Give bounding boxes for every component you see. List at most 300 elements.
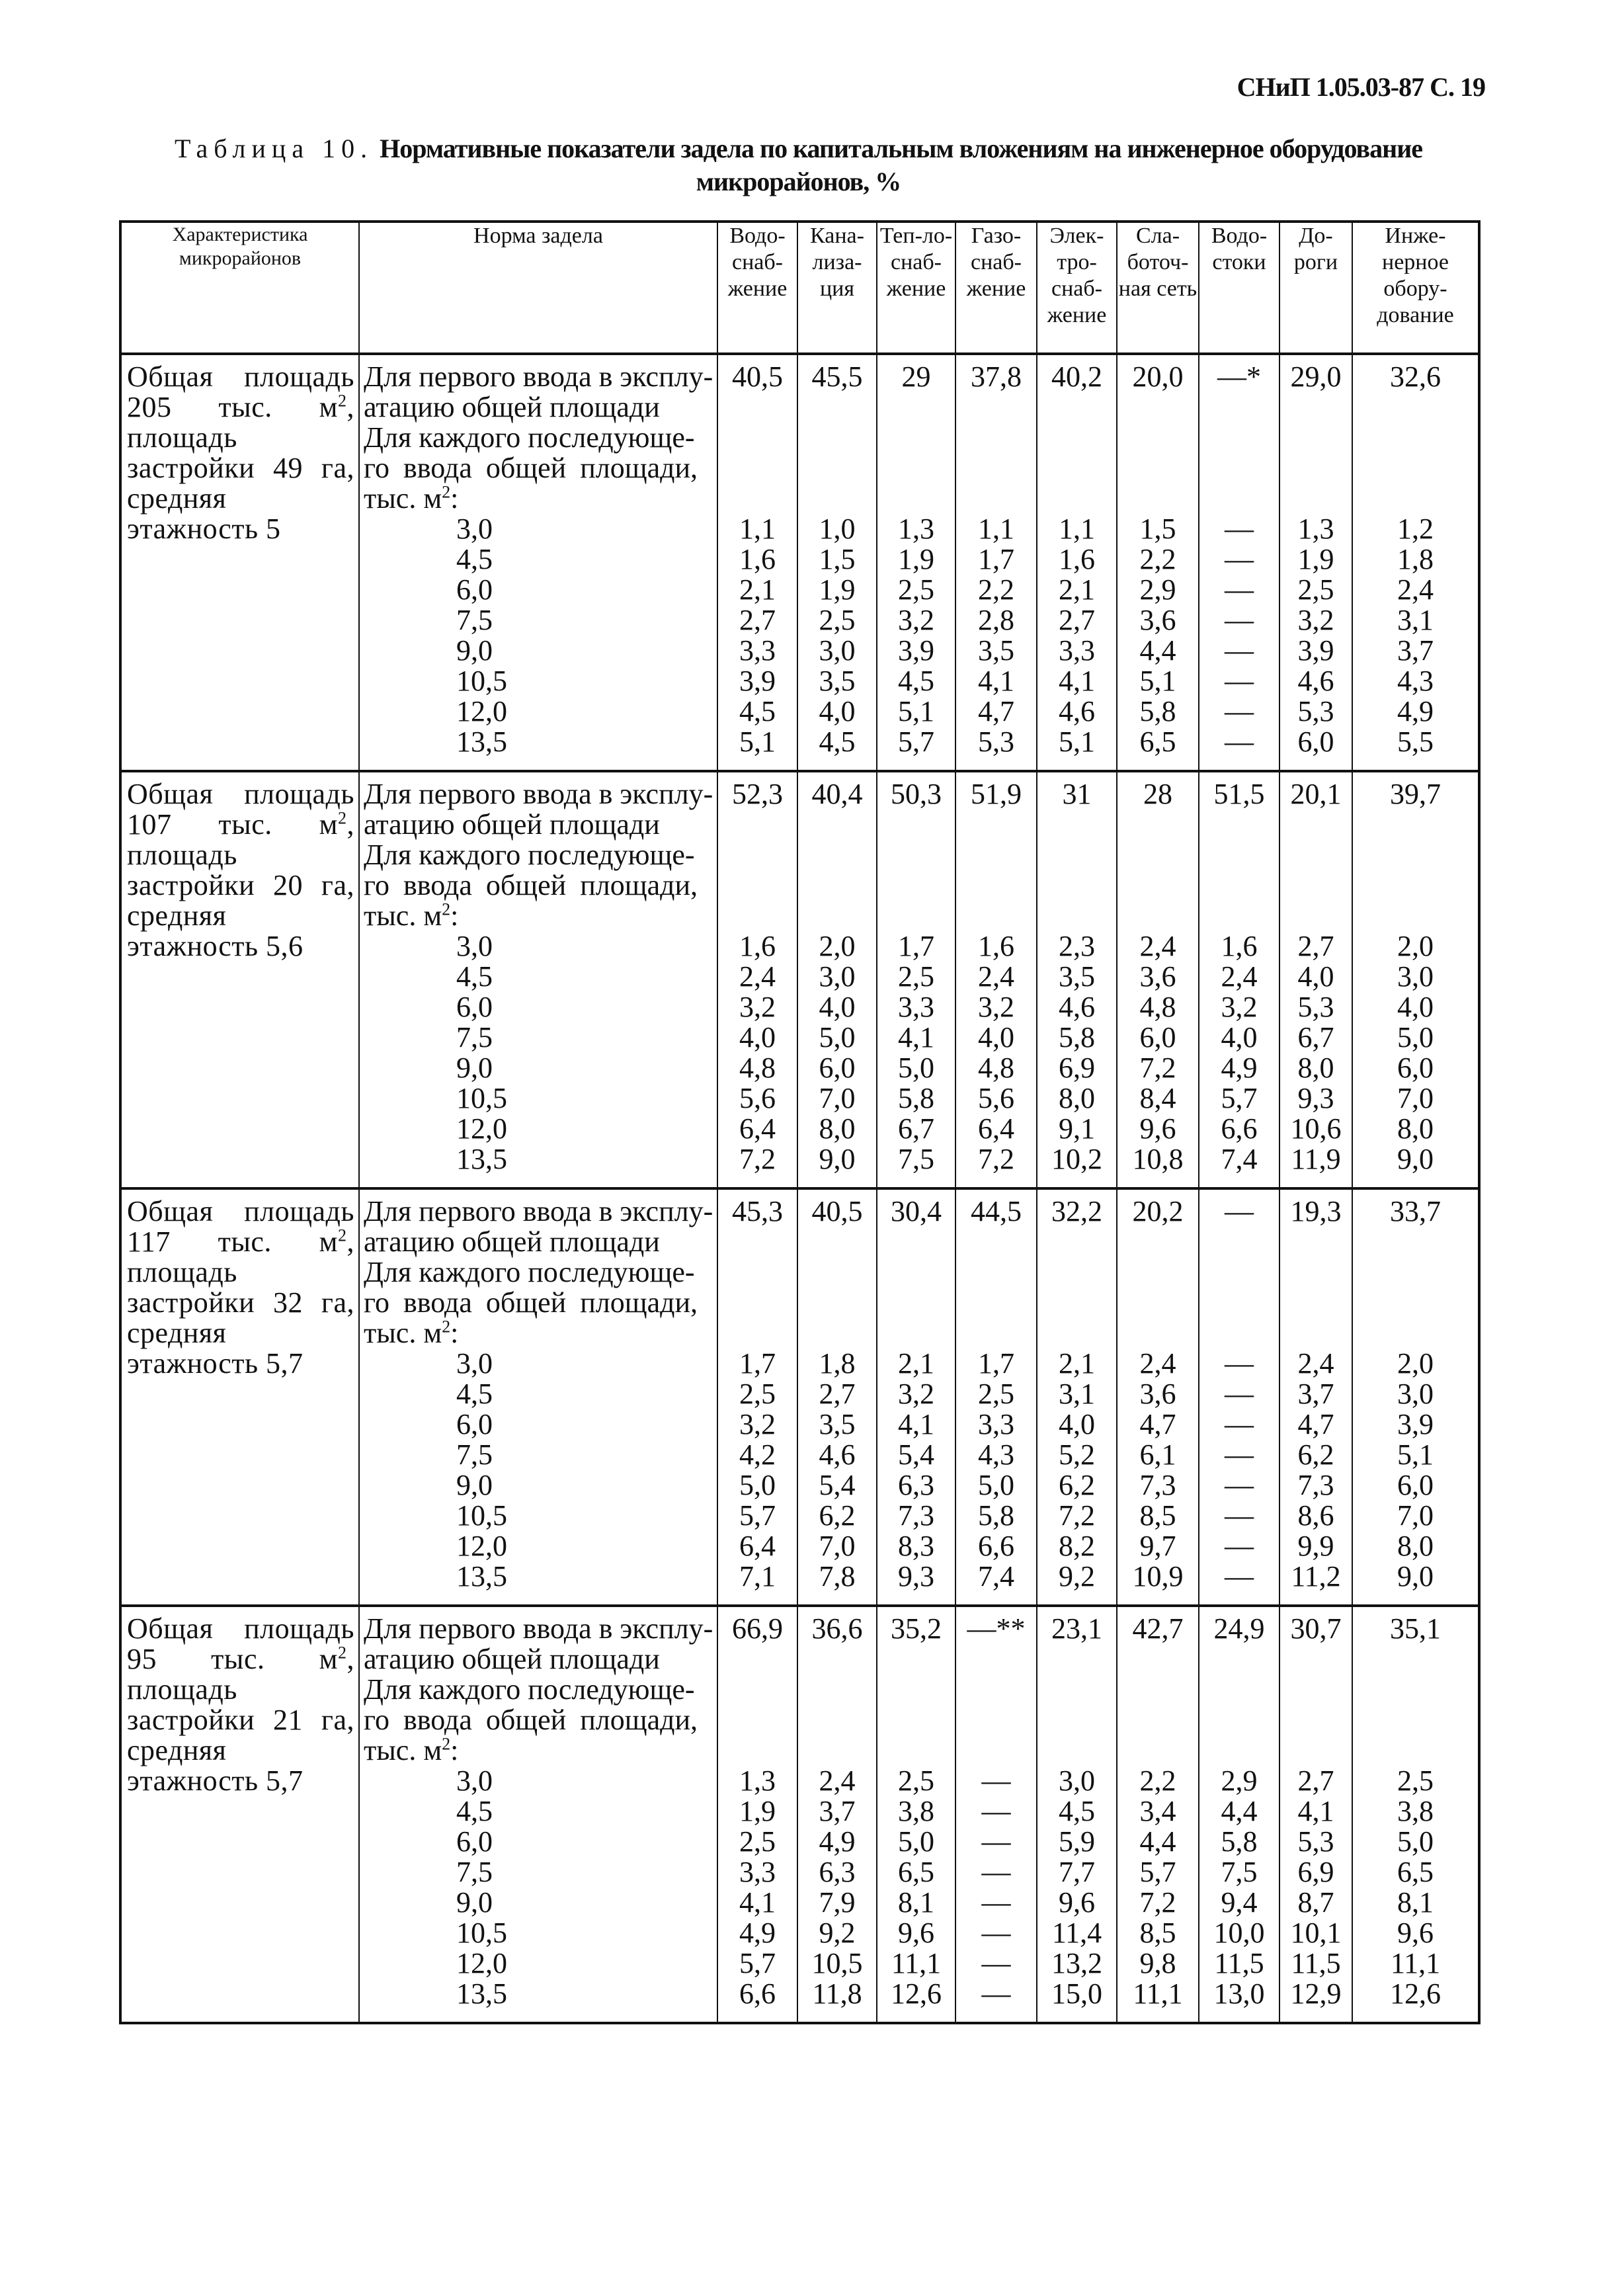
subsequent-value: 4,4 (1221, 1795, 1258, 1827)
subsequent-value: 4,0 (819, 695, 856, 727)
subsequent-value: 2,5 (819, 604, 856, 636)
area-value: 9,0 (456, 634, 493, 667)
subsequent-value: 9,0 (819, 1143, 856, 1175)
first-input-value: 28 (1143, 778, 1172, 810)
subsequent-value: — (981, 1825, 1011, 1858)
first-input-value: 32,6 (1390, 360, 1441, 393)
col-power-supply-cell (1037, 771, 1117, 1188)
subsequent-value: 1,3 (739, 1764, 776, 1797)
subsequent-value: 3,4 (1139, 1795, 1176, 1827)
area-value: 6,0 (456, 1408, 493, 1440)
subsequent-value: 7,4 (1221, 1143, 1258, 1175)
subsequent-value: 6,3 (898, 1469, 934, 1501)
subsequent-value: 4,0 (1221, 1021, 1258, 1054)
subsequent-value: 9,7 (1139, 1530, 1176, 1562)
superscript: 2 (338, 1643, 347, 1663)
area-value: 3,0 (456, 1347, 493, 1380)
subsequent-value: 5,7 (1221, 1082, 1258, 1114)
norm-cell (359, 771, 717, 1188)
area-value: 12,0 (456, 695, 507, 727)
col-engineering-total-cell (1352, 1188, 1479, 1606)
subsequent-value: — (1225, 513, 1254, 545)
first-input-value: 35,1 (1390, 1612, 1441, 1645)
microdistrict-group (120, 1188, 1479, 1606)
subsequent-value: 3,9 (898, 634, 934, 667)
subsequent-value: 8,0 (1059, 1082, 1095, 1114)
subsequent-value: 3,1 (1397, 604, 1434, 636)
subsequent-value: 4,5 (819, 725, 856, 758)
subsequent-value: 4,6 (1059, 991, 1095, 1023)
subsequent-value: 10,9 (1132, 1560, 1184, 1593)
subsequent-value: 2,9 (1221, 1764, 1258, 1797)
subsequent-value: 3,8 (898, 1795, 934, 1827)
col-heat-supply-cell (877, 1606, 955, 2023)
subsequent-value: 4,0 (1397, 991, 1434, 1023)
subsequent-value: 2,1 (1059, 573, 1095, 606)
subsequent-value: 3,3 (978, 1408, 1014, 1440)
subsequent-value: 4,6 (1297, 665, 1334, 697)
subsequent-value: 9,0 (1397, 1560, 1434, 1593)
subsequent-value: 8,0 (1397, 1530, 1434, 1562)
area-value: 6,0 (456, 991, 493, 1023)
norm-first-label: Для первого ввода в эксплу- (364, 1195, 713, 1227)
norm-next-label: тыс. $м^2$: (364, 1734, 459, 1766)
subsequent-value: 7,4 (978, 1560, 1014, 1593)
subsequent-value: 2,7 (739, 604, 776, 636)
subsequent-value: 1,1 (978, 513, 1014, 545)
subsequent-value: 7,3 (1297, 1469, 1334, 1501)
subsequent-value: 13,2 (1051, 1947, 1102, 1979)
subsequent-value: 7,7 (1059, 1856, 1095, 1888)
subsequent-value: 3,7 (1397, 634, 1434, 667)
subsequent-value: 3,7 (819, 1795, 856, 1827)
subsequent-value: 1,6 (978, 930, 1014, 962)
first-input-value: 45,3 (732, 1195, 783, 1227)
subsequent-value: 9,2 (1059, 1560, 1095, 1593)
subsequent-value: 3,5 (978, 634, 1014, 667)
subsequent-value: 1,7 (739, 1347, 776, 1380)
subsequent-value: 1,5 (1139, 513, 1176, 545)
first-input-value: 37,8 (971, 360, 1022, 393)
subsequent-value: 4,1 (1297, 1795, 1334, 1827)
subsequent-value: 3,2 (898, 604, 934, 636)
first-input-value: 45,5 (811, 360, 863, 393)
norm-first-label: атацию общей площади (364, 808, 660, 841)
col-engineering-total-cell (1352, 1606, 1479, 2023)
subsequent-value: 2,1 (898, 1347, 934, 1380)
subsequent-value: 2,5 (1297, 573, 1334, 606)
subsequent-value: 7,0 (819, 1530, 856, 1562)
first-input-value: 24,9 (1213, 1612, 1265, 1645)
col-power-supply-header: Элек-тро-снаб-жение (1037, 222, 1117, 354)
subsequent-value: 2,5 (898, 960, 934, 993)
subsequent-value: 1,0 (819, 513, 856, 545)
subsequent-value: 4,5 (739, 695, 776, 727)
subsequent-value: 3,8 (1397, 1795, 1434, 1827)
characteristic-cell (120, 1188, 359, 1606)
subsequent-value: 1,9 (898, 543, 934, 575)
subsequent-value: 3,2 (978, 991, 1014, 1023)
subsequent-value: 5,7 (1139, 1856, 1176, 1888)
superscript: 2 (338, 808, 347, 828)
subsequent-value: 5,6 (739, 1082, 776, 1114)
table-label: Таблица 10. (175, 134, 374, 163)
subsequent-value: 6,4 (739, 1530, 776, 1562)
first-input-value: 40,5 (811, 1195, 863, 1227)
subsequent-value: 6,5 (1397, 1856, 1434, 1888)
first-input-value: 19,3 (1290, 1195, 1342, 1227)
subsequent-value: 8,7 (1297, 1886, 1334, 1919)
subsequent-value: 2,5 (898, 1764, 934, 1797)
area-value: 7,5 (456, 1021, 493, 1054)
subsequent-value: 5,0 (1397, 1021, 1434, 1054)
norm-next-label: Для каждого последующе- (364, 1256, 695, 1288)
subsequent-value: 11,1 (891, 1947, 942, 1979)
subsequent-value: 11,1 (1133, 1977, 1183, 2010)
subsequent-value: 2,5 (1397, 1764, 1434, 1797)
subsequent-value: 4,3 (978, 1438, 1014, 1471)
subsequent-value: 4,5 (1059, 1795, 1095, 1827)
subsequent-value: 1,2 (1397, 513, 1434, 545)
area-value: 9,0 (456, 1886, 493, 1919)
subsequent-value: 6,0 (1397, 1469, 1434, 1501)
subsequent-value: 3,9 (739, 665, 776, 697)
subsequent-value: 2,4 (1221, 960, 1258, 993)
first-input-value: 36,6 (811, 1612, 863, 1645)
col-roads-cell (1279, 771, 1352, 1188)
subsequent-value: — (1225, 1499, 1254, 1532)
subsequent-value: 7,3 (898, 1499, 934, 1532)
subsequent-value: 4,1 (739, 1886, 776, 1919)
first-input-value: 20,1 (1290, 778, 1342, 810)
area-value: 12,0 (456, 1112, 507, 1145)
subsequent-value: 6,7 (898, 1112, 934, 1145)
subsequent-value: — (1225, 695, 1254, 727)
norm-next-label: тыс. $м^2$: (364, 899, 459, 932)
subsequent-value: 4,8 (739, 1052, 776, 1084)
subsequent-value: 4,0 (819, 991, 856, 1023)
col-engineering-total-cell (1352, 354, 1479, 771)
norm-next-label: Для каждого последующе- (364, 839, 695, 871)
area-value: 3,0 (456, 1764, 493, 1797)
col-water-supply-cell (717, 1606, 797, 2023)
area-value: 12,0 (456, 1530, 507, 1562)
subsequent-value: 5,0 (739, 1469, 776, 1501)
subsequent-value: 1,7 (978, 1347, 1014, 1380)
subsequent-value: 1,1 (1059, 513, 1095, 545)
first-input-value: —** (967, 1612, 1026, 1645)
table-caption (119, 132, 1478, 198)
subsequent-value: 4,4 (1139, 1825, 1176, 1858)
subsequent-value: 5,0 (898, 1052, 934, 1084)
subsequent-value: 2,4 (1297, 1347, 1334, 1380)
subsequent-value: 1,6 (739, 930, 776, 962)
subsequent-value: 11,4 (1051, 1917, 1102, 1949)
subsequent-value: 7,5 (1221, 1856, 1258, 1888)
subsequent-value: 8,0 (1297, 1052, 1334, 1084)
first-input-value: 20,0 (1132, 360, 1184, 393)
subsequent-value: 3,5 (819, 1408, 856, 1440)
subsequent-value: — (1225, 543, 1254, 575)
col-norm-header: Норма задела (359, 222, 717, 354)
subsequent-value: — (1225, 604, 1254, 636)
subsequent-value: 6,0 (1297, 725, 1334, 758)
col-low-current-cell (1117, 354, 1199, 771)
col-heat-supply-cell (877, 771, 955, 1188)
col-low-current-cell (1117, 1606, 1199, 2023)
subsequent-value: 4,0 (978, 1021, 1014, 1054)
subsequent-value: 1,8 (819, 1347, 856, 1380)
characteristic-text: Общая площадь 205 тыс. м (127, 360, 354, 423)
subsequent-value: 4,7 (1297, 1408, 1334, 1440)
subsequent-value: 5,2 (1059, 1438, 1095, 1471)
area-value: 9,0 (456, 1469, 493, 1501)
subsequent-value: 12,9 (1290, 1977, 1342, 2010)
subsequent-value: 6,1 (1139, 1438, 1176, 1471)
subsequent-value: 7,1 (739, 1560, 776, 1593)
subsequent-value: — (1225, 665, 1254, 697)
subsequent-value: 11,5 (1291, 1947, 1341, 1979)
subsequent-value: 8,5 (1139, 1917, 1176, 1949)
subsequent-value: 5,7 (898, 725, 934, 758)
area-value: 7,5 (456, 604, 493, 636)
subsequent-value: 9,6 (1139, 1112, 1176, 1145)
subsequent-value: 5,8 (978, 1499, 1014, 1532)
subsequent-value: 6,0 (819, 1052, 856, 1084)
first-input-value: 30,4 (891, 1195, 942, 1227)
subsequent-value: 10,2 (1051, 1143, 1102, 1175)
subsequent-value: 3,1 (1059, 1378, 1095, 1410)
area-value: 4,5 (456, 1378, 493, 1410)
subsequent-value: 2,2 (1139, 1764, 1176, 1797)
subsequent-value: 9,1 (1059, 1112, 1095, 1145)
area-value: 10,5 (456, 1499, 507, 1532)
norm-first-label: Для первого ввода в эксплу- (364, 778, 713, 810)
subsequent-value: 6,6 (1221, 1112, 1258, 1145)
subsequent-value: 3,9 (1397, 1408, 1434, 1440)
subsequent-value: 4,1 (978, 665, 1014, 697)
col-engineering-total-cell (1352, 771, 1479, 1188)
col-gas-supply-cell (955, 354, 1037, 771)
col-sewerage-cell (797, 1188, 877, 1606)
subsequent-value: 4,1 (898, 1021, 934, 1054)
col-roads-cell (1279, 354, 1352, 771)
subsequent-value: 3,0 (1059, 1764, 1095, 1797)
subsequent-value: 6,6 (739, 1977, 776, 2010)
subsequent-value: 2,1 (739, 573, 776, 606)
subsequent-value: 1,6 (1059, 543, 1095, 575)
subsequent-value: 9,6 (898, 1917, 934, 1949)
subsequent-value: 5,1 (1397, 1438, 1434, 1471)
area-value: 9,0 (456, 1052, 493, 1084)
area-value: 6,0 (456, 1825, 493, 1858)
subsequent-value: 7,0 (1397, 1499, 1434, 1532)
col-sewerage-cell (797, 1606, 877, 2023)
subsequent-value: 3,3 (739, 634, 776, 667)
subsequent-value: 9,2 (819, 1917, 856, 1949)
subsequent-value: 8,1 (1397, 1886, 1434, 1919)
subsequent-value: — (981, 1977, 1011, 2010)
subsequent-value: 2,0 (1397, 930, 1434, 962)
subsequent-value: 7,2 (978, 1143, 1014, 1175)
subsequent-value: 4,2 (739, 1438, 776, 1471)
subsequent-value: 13,0 (1213, 1977, 1265, 2010)
norm-cell (359, 354, 717, 771)
first-input-value: — (1225, 1195, 1254, 1227)
norm-next-label: го ввода общей площади, (364, 452, 698, 484)
col-engineering-total-header: Инже-нерное обору-дование (1352, 222, 1479, 354)
subsequent-value: 2,4 (1139, 1347, 1176, 1380)
subsequent-value: 2,5 (739, 1825, 776, 1858)
subsequent-value: 6,6 (978, 1530, 1014, 1562)
first-input-value: 23,1 (1051, 1612, 1102, 1645)
characteristic-text: Общая площадь 107 тыс. м (127, 778, 354, 841)
subsequent-value: 5,0 (898, 1825, 934, 1858)
subsequent-value: 4,7 (978, 695, 1014, 727)
norm-next-label: тыс. $м^2$: (364, 482, 459, 515)
subsequent-value: 2,4 (1397, 573, 1434, 606)
subsequent-value: 15,0 (1051, 1977, 1102, 2010)
first-input-value: 39,7 (1390, 778, 1441, 810)
subsequent-value: 6,7 (1297, 1021, 1334, 1054)
norm-next-label: го ввода общей площади, (364, 869, 698, 901)
col-drainage-cell (1199, 1188, 1279, 1606)
subsequent-value: 4,9 (1221, 1052, 1258, 1084)
col-gas-supply-cell (955, 1606, 1037, 2023)
header-row (120, 222, 1479, 354)
subsequent-value: — (981, 1917, 1011, 1949)
subsequent-value: 8,2 (1059, 1530, 1095, 1562)
subsequent-value: 8,3 (898, 1530, 934, 1562)
norm-first-label: Для первого ввода в эксплу- (364, 360, 713, 393)
subsequent-value: — (981, 1856, 1011, 1888)
col-sewerage-cell (797, 354, 877, 771)
subsequent-value: 7,2 (1139, 1052, 1176, 1084)
subsequent-value: 6,4 (739, 1112, 776, 1145)
subsequent-value: 1,3 (1297, 513, 1334, 545)
col-gas-supply-cell (955, 771, 1037, 1188)
first-input-value: 40,5 (732, 360, 783, 393)
page-header: СНиП 1.05.03-87 С. 19 (1237, 72, 1485, 102)
col-roads-cell (1279, 1606, 1352, 2023)
subsequent-value: — (1225, 1530, 1254, 1562)
subsequent-value: — (981, 1886, 1011, 1919)
subsequent-value: 9,6 (1059, 1886, 1095, 1919)
col-roads-cell (1279, 1188, 1352, 1606)
first-input-value: 32,2 (1051, 1195, 1102, 1227)
subsequent-value: 1,9 (739, 1795, 776, 1827)
area-value: 4,5 (456, 1795, 493, 1827)
norms-table (119, 220, 1481, 2024)
col-power-supply-cell (1037, 1188, 1117, 1606)
subsequent-value: 9,0 (1397, 1143, 1434, 1175)
subsequent-value: 6,0 (1397, 1052, 1434, 1084)
subsequent-value: 9,9 (1297, 1530, 1334, 1562)
subsequent-value: 2,5 (739, 1378, 776, 1410)
col-drainage-header: Водо-стоки (1199, 222, 1279, 354)
subsequent-value: 3,0 (1397, 960, 1434, 993)
col-sewerage-cell (797, 771, 877, 1188)
norm-next-label: Для каждого последующе- (364, 421, 695, 454)
subsequent-value: 4,9 (819, 1825, 856, 1858)
subsequent-value: 5,6 (978, 1082, 1014, 1114)
subsequent-value: 11,2 (1291, 1560, 1341, 1593)
characteristic-text: Общая площадь 95 тыс. м (127, 1612, 354, 1675)
subsequent-value: 6,5 (898, 1856, 934, 1888)
subsequent-value: 2,2 (978, 573, 1014, 606)
subsequent-value: 4,6 (1059, 695, 1095, 727)
characteristic-cell (120, 354, 359, 771)
norm-first-label: атацию общей площади (364, 391, 660, 423)
subsequent-value: 5,8 (1221, 1825, 1258, 1858)
subsequent-value: 2,7 (1297, 930, 1334, 962)
subsequent-value: 11,5 (1214, 1947, 1264, 1979)
subsequent-value: 4,8 (1139, 991, 1176, 1023)
subsequent-value: 3,6 (1139, 960, 1176, 993)
characteristic-cell (120, 1606, 359, 2023)
subsequent-value: 2,5 (898, 573, 934, 606)
superscript: 2 (338, 1225, 347, 1245)
subsequent-value: 3,7 (1297, 1378, 1334, 1410)
subsequent-value: 3,5 (819, 665, 856, 697)
subsequent-value: 11,8 (812, 1977, 862, 2010)
subsequent-value: — (1225, 1408, 1254, 1440)
subsequent-value: 1,6 (739, 543, 776, 575)
subsequent-value: 6,9 (1297, 1856, 1334, 1888)
area-value: 13,5 (456, 725, 507, 758)
subsequent-value: 2,8 (978, 604, 1014, 636)
subsequent-value: 4,4 (1139, 634, 1176, 667)
col-heat-supply-cell (877, 354, 955, 771)
col-drainage-cell (1199, 354, 1279, 771)
subsequent-value: 7,8 (819, 1560, 856, 1593)
subsequent-value: 5,8 (1059, 1021, 1095, 1054)
subsequent-value: 5,0 (978, 1469, 1014, 1501)
subsequent-value: 5,1 (1139, 665, 1176, 697)
subsequent-value: 1,1 (739, 513, 776, 545)
subsequent-value: 5,1 (739, 725, 776, 758)
subsequent-value: 7,9 (819, 1886, 856, 1919)
subsequent-value: 1,5 (819, 543, 856, 575)
col-heat-supply-header: Теп-ло-снаб-жение (877, 222, 955, 354)
subsequent-value: 4,8 (978, 1052, 1014, 1084)
norm-next-label: го ввода общей площади, (364, 1704, 698, 1736)
subsequent-value: 2,7 (1297, 1764, 1334, 1797)
col-drainage-cell (1199, 1606, 1279, 2023)
first-input-value: 40,2 (1051, 360, 1102, 393)
subsequent-value: — (1225, 634, 1254, 667)
subsequent-value: 1,9 (819, 573, 856, 606)
subsequent-value: 5,3 (1297, 1825, 1334, 1858)
subsequent-value: 8,6 (1297, 1499, 1334, 1532)
subsequent-value: 6,3 (819, 1856, 856, 1888)
subsequent-value: 9,3 (898, 1560, 934, 1593)
col-gas-supply-header: Газо-снаб-жение (955, 222, 1037, 354)
norm-next-label: тыс. $м^2$: (364, 1317, 459, 1349)
subsequent-value: 5,1 (898, 695, 934, 727)
subsequent-value: 4,1 (898, 1408, 934, 1440)
first-input-value: 20,2 (1132, 1195, 1184, 1227)
subsequent-value: 2,5 (978, 1378, 1014, 1410)
characteristic-text: , площадь застройки 49 га, средняя этажность 5 (127, 391, 354, 545)
first-input-value: 33,7 (1390, 1195, 1441, 1227)
subsequent-value: 5,7 (739, 1947, 776, 1979)
subsequent-value: 7,2 (739, 1143, 776, 1175)
first-input-value: 35,2 (891, 1612, 942, 1645)
subsequent-value: 2,0 (819, 930, 856, 962)
subsequent-value: 1,6 (1221, 930, 1258, 962)
subsequent-value: 2,2 (1139, 543, 1176, 575)
